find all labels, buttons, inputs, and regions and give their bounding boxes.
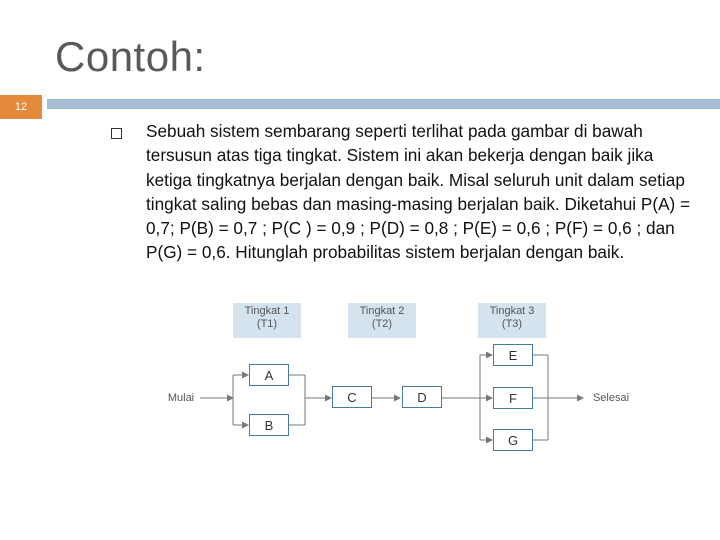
end-label: Selesai [592,392,630,404]
unit-c-box: C [332,386,372,408]
tier-1-header [233,303,301,338]
tier-3-code: (T3) [501,318,523,330]
slide-title: Contoh: [55,33,206,80]
tier-1-code: (T1) [256,318,278,330]
problem-text: Sebuah sistem sembarang seperti terlihat pada gambar di bawah tersusun atas tiga tingkat. Sistem ini akan bekerja dengan baik jika ketiga tingkatnya berjalan dengan baik. Misal seluruh unit dalam setiap tingkat saling bebas dan masing-masing berjalan baik. Diketahui P(A) = 0,7; P(B) = 0,7 ; P(C ) = 0,9 ; P(D) = 0,8 ; P(E) = 0,6 ; P(F) = 0,6 ; dan P(G) = 0,6. Hitunglah probabilitas sistem berjalan dengan baik. [146,121,691,263]
unit-a-box: A [249,364,289,386]
unit-d-box: D [402,386,442,408]
slide-number: 12 [0,95,42,119]
system-diagram [160,303,640,453]
tier-3-title: Tingkat 3 [489,305,535,317]
unit-f-box: F [493,387,533,409]
unit-g-box: G [493,429,533,451]
unit-e-box: E [493,344,533,366]
tier-3-header [478,303,546,338]
tier-1-title: Tingkat 1 [244,305,290,317]
tier-2-title: Tingkat 2 [359,305,405,317]
tier-2-code: (T2) [371,318,393,330]
bullet-square-icon [111,128,122,139]
tier-2-header [348,303,416,338]
start-label: Mulai [167,392,195,404]
title-divider-bar [47,99,720,109]
unit-b-box: B [249,414,289,436]
